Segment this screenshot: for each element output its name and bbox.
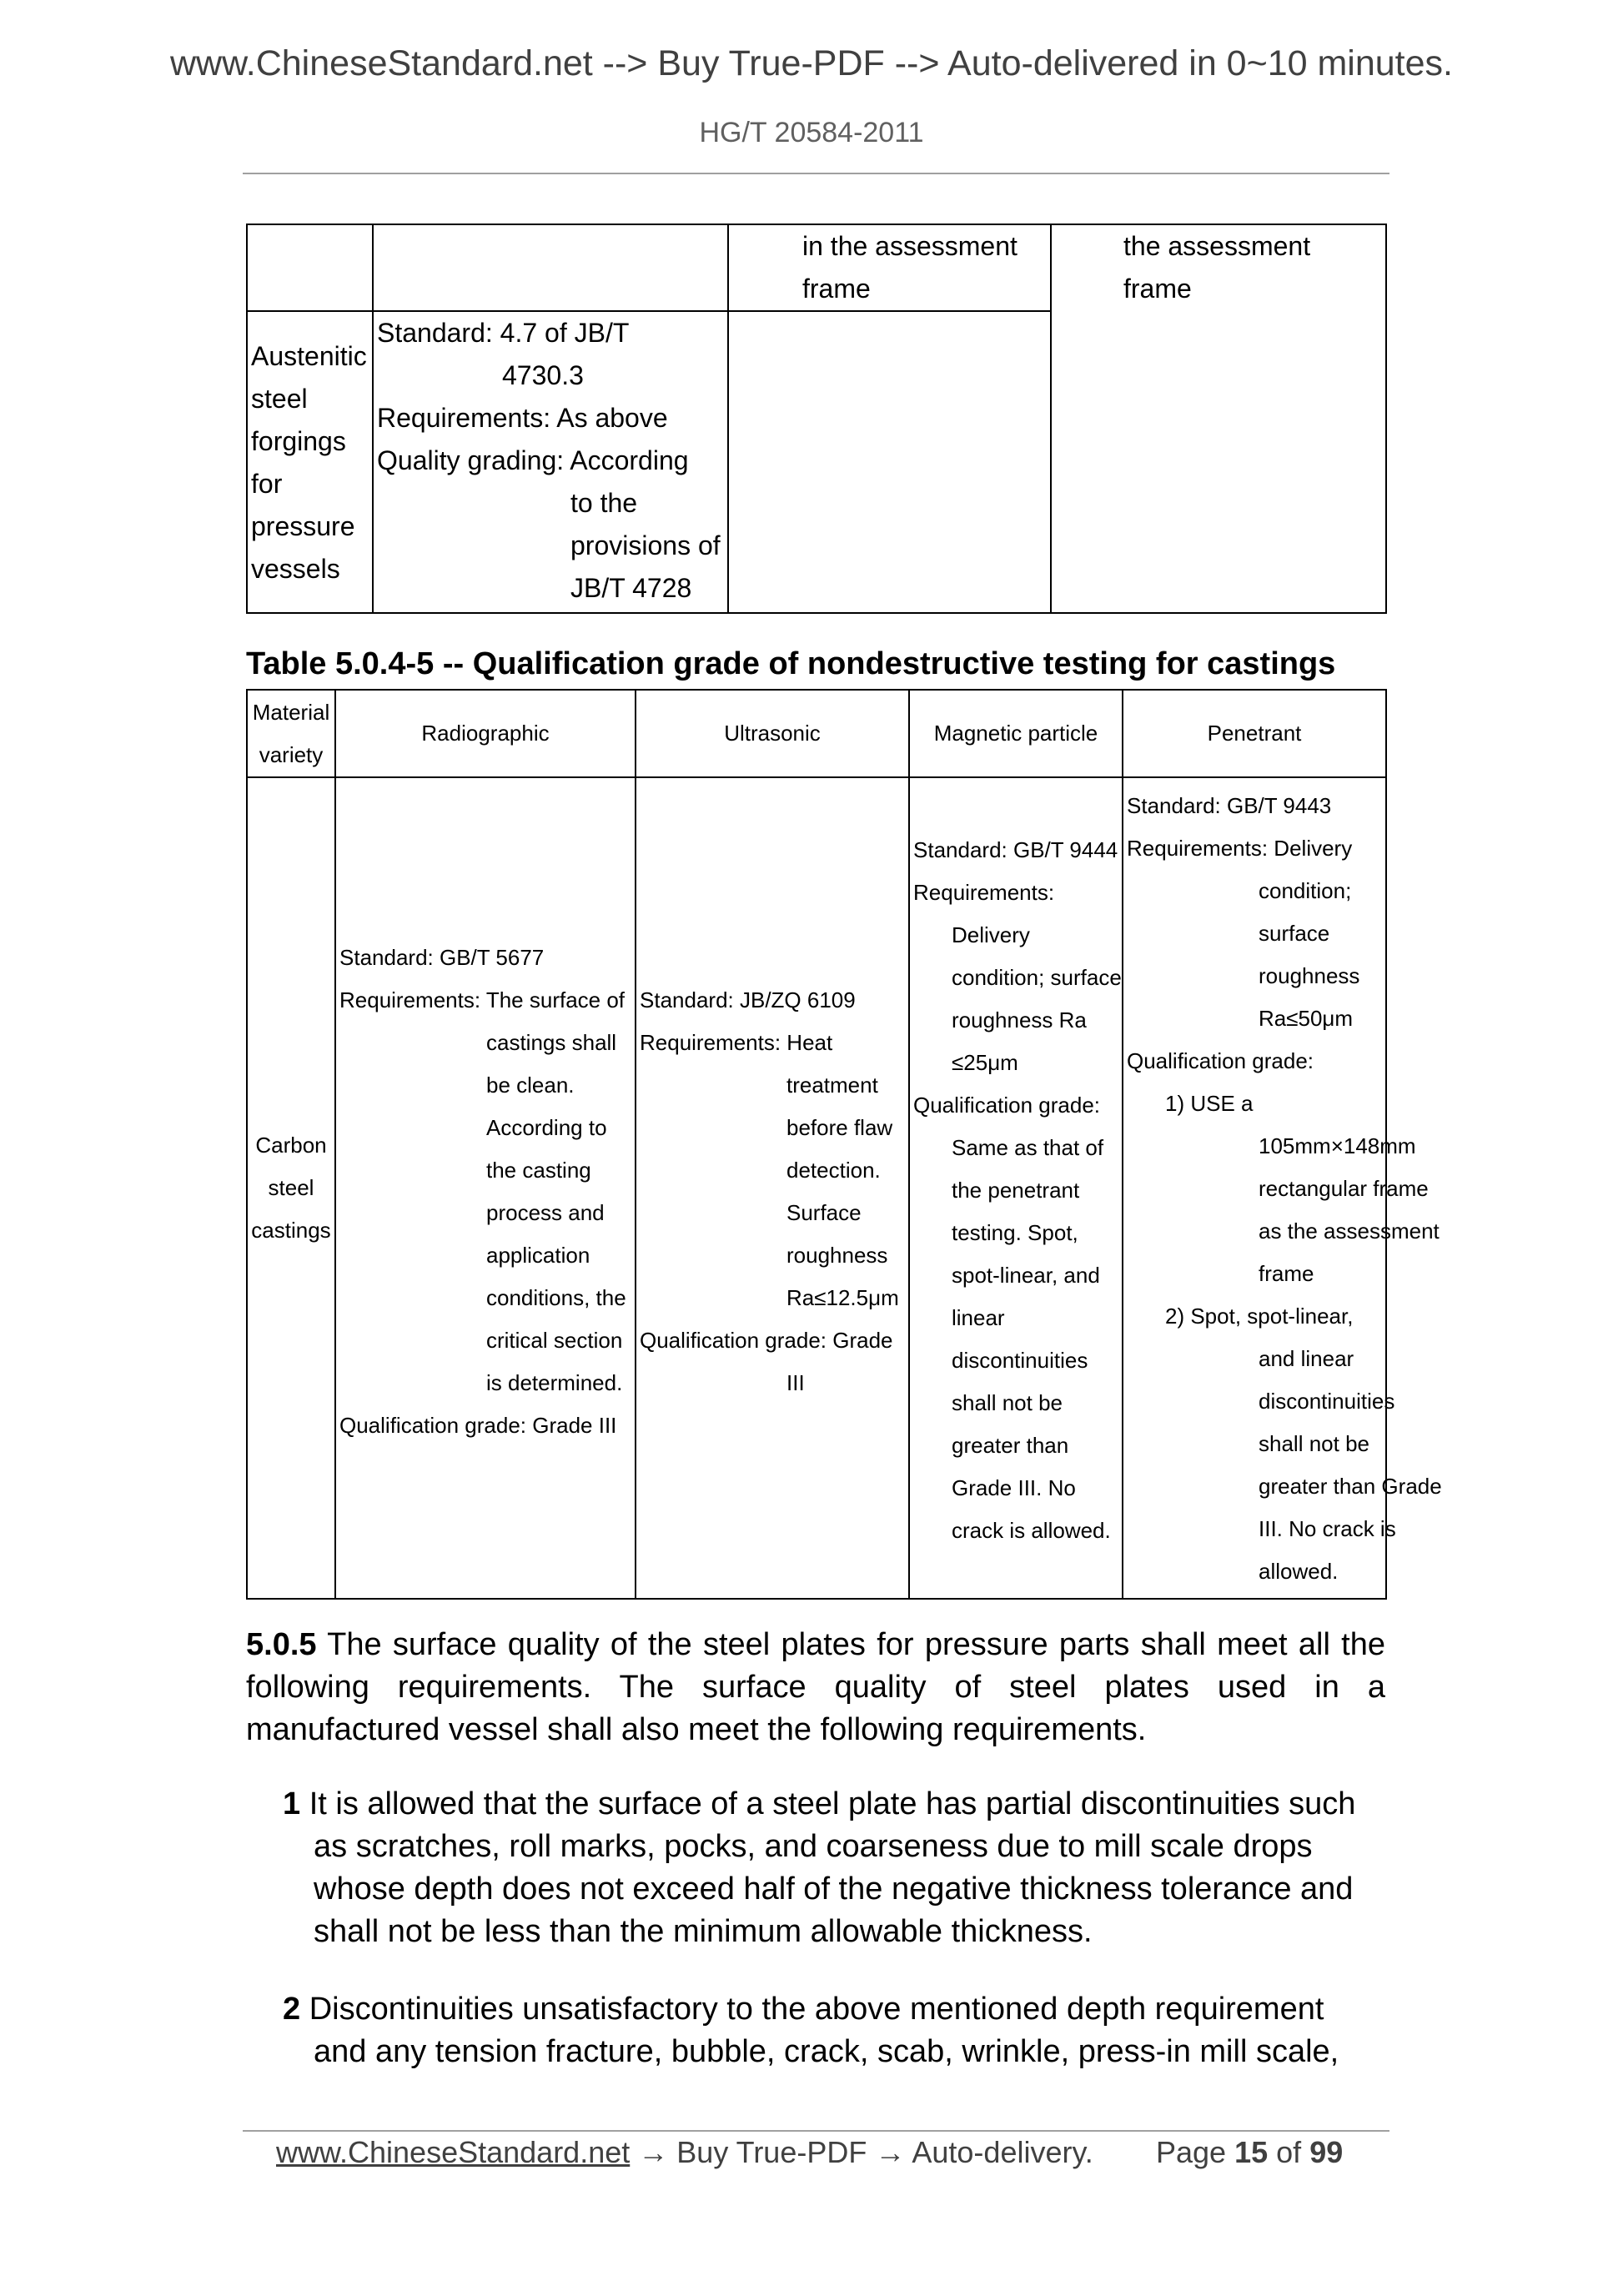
standard-line: 4730.3 (502, 360, 584, 390)
cell-line: Requirements: Delivery (1127, 836, 1353, 861)
cell-line: 105mm×148mm (1259, 1133, 1416, 1158)
cell-line: discontinuities (952, 1348, 1088, 1373)
cell-line: Ra≤50μm (1259, 1006, 1354, 1031)
cell-line: linear (952, 1305, 1005, 1330)
cell-line: testing. Spot, (952, 1220, 1078, 1245)
header-material-line: Material (252, 699, 330, 725)
cell-line: the casting (486, 1157, 591, 1183)
header-site-line: www.ChineseStandard.net --> Buy True-PDF --> Auto-delivered in 0~10 minutes. (169, 43, 1453, 83)
carbon-steel-castings-cell (247, 777, 335, 1599)
cell-line: process and (486, 1199, 605, 1225)
cont-cell-col4 (1051, 224, 1386, 613)
item-number: 2 (283, 1992, 301, 2027)
cont-cell-empty-2 (373, 224, 728, 311)
footer-arrow-icon: → (875, 2135, 906, 2169)
standard-line: Standard: 4.7 of JB/T (377, 318, 630, 348)
page-current: 15 (1234, 2135, 1269, 2169)
cell-line: Standard: GB/T 5677 (339, 944, 545, 970)
cell-line: Surface (786, 1199, 862, 1225)
standard-line: to the (570, 488, 638, 518)
cont-col3-line: frame (802, 274, 871, 304)
cell-line: condition; (1259, 878, 1352, 903)
cell-line: greater than Grade (1259, 1474, 1442, 1499)
cell-line: roughness (1259, 963, 1360, 988)
material-line: steel (251, 384, 308, 414)
item-line-text: It is allowed that the surface of a steel plate has partial discontinuities such (309, 1786, 1356, 1821)
cont-col4-line: frame (1123, 274, 1192, 304)
item-line: whose depth does not exceed half of the negative thickness tolerance and (314, 1871, 1354, 1907)
cell-line: castings shall (486, 1029, 617, 1055)
cont-cell-col3 (728, 224, 1051, 311)
material-line: for (251, 469, 283, 499)
cell-line: crack is allowed. (952, 1518, 1111, 1543)
penetrant-cell (1123, 777, 1442, 1599)
austenitic-material-cell (247, 311, 373, 613)
cell-line: Qualification grade: Grade III (339, 1412, 617, 1438)
cell-line: be clean. (486, 1072, 575, 1098)
section-number: 5.0.5 (246, 1627, 317, 1662)
standard-line: Quality grading: According (377, 445, 689, 475)
item-line (283, 1988, 1385, 2031)
castings-table (246, 689, 1442, 1600)
cont-cell-empty-3 (728, 311, 1051, 613)
footer-divider (243, 2130, 1389, 2132)
header-penetrant: Penetrant (1123, 690, 1386, 777)
cont-col4-line: the assessment (1123, 231, 1311, 261)
cell-line: before flaw (786, 1114, 893, 1140)
cell-line: Grade III. No (952, 1475, 1076, 1500)
cell-line: frame (1259, 1261, 1314, 1286)
header-divider (243, 173, 1389, 174)
cell-line: III (786, 1369, 805, 1395)
item-number: 1 (283, 1786, 301, 1821)
cell-line: Delivery (952, 922, 1030, 947)
material-line: pressure (251, 511, 355, 541)
cell-line: spot-linear, and (952, 1263, 1100, 1288)
cell-line: Standard: GB/T 9443 (1127, 793, 1332, 818)
item-line: as scratches, roll marks, pocks, and coarseness due to mill scale drops (314, 1829, 1313, 1864)
footer-delivery-text: Auto-delivery. (912, 2135, 1093, 2169)
continuation-table (246, 224, 1387, 614)
material-line: Austenitic (251, 341, 367, 371)
cell-line: III. No crack is (1259, 1516, 1396, 1541)
cell-line: Standard: GB/T 9444 (913, 837, 1118, 862)
cell-line: Same as that of (952, 1135, 1104, 1160)
header-doc-code: HG/T 20584-2011 (699, 117, 924, 148)
cell-line: application (486, 1242, 590, 1268)
cell-line: detection. (786, 1157, 881, 1183)
table-title: Table 5.0.4-5 -- Qualification grade of nondestructive testing for castings (246, 646, 1336, 681)
cell-line: the penetrant (952, 1178, 1080, 1203)
footer-page-number (1156, 2135, 1343, 2170)
header-magnetic-particle: Magnetic particle (909, 690, 1123, 777)
cont-col3-line: in the assessment (802, 231, 1018, 261)
cell-line: treatment (786, 1072, 878, 1098)
material-line: Carbon (255, 1133, 327, 1158)
magnetic-particle-cell (909, 777, 1123, 1599)
item-line-text: Discontinuities unsatisfactory to the above mentioned depth requirement (309, 1992, 1324, 2027)
cell-line: Ra≤12.5μm (786, 1284, 899, 1310)
footer-arrow-icon: → (638, 2135, 669, 2169)
page-of-label: of (1276, 2135, 1302, 2169)
cell-line: and linear (1259, 1346, 1354, 1371)
cell-line: roughness (786, 1242, 888, 1268)
header-ultrasonic: Ultrasonic (636, 690, 909, 777)
cell-line: discontinuities (1259, 1389, 1395, 1414)
cell-line: Requirements: Heat (640, 1029, 833, 1055)
item-line: and any tension fracture, bubble, crack, scab, wrinkle, press-in mill scale, (314, 2034, 1339, 2069)
material-line: castings (251, 1218, 331, 1243)
footer-site-link[interactable]: www.ChineseStandard.net (276, 2135, 631, 2169)
cell-line: conditions, the (486, 1284, 626, 1310)
cell-line: critical section (486, 1327, 623, 1353)
cell-line: Requirements: (913, 880, 1055, 905)
page-total: 99 (1309, 2135, 1344, 2169)
austenitic-standard-cell (373, 311, 728, 613)
cell-line: allowed. (1259, 1559, 1339, 1584)
cell-line: as the assessment (1259, 1218, 1440, 1243)
cell-line: 2) Spot, spot-linear, (1165, 1304, 1354, 1329)
header-radiographic: Radiographic (335, 690, 636, 777)
list-item (283, 1988, 1385, 2073)
item-line: shall not be less than the minimum allowable thickness. (314, 1914, 1093, 1949)
cont-cell-empty-1 (247, 224, 373, 311)
cell-line: rectangular frame (1259, 1176, 1429, 1201)
cell-line: Qualification grade: Grade (640, 1327, 893, 1353)
ultrasonic-cell (636, 777, 909, 1599)
page-label: Page (1156, 2135, 1227, 2169)
header-material-variety (247, 690, 335, 777)
cell-line: roughness Ra (952, 1007, 1087, 1032)
material-line: vessels (251, 554, 340, 584)
item-line (283, 1783, 1385, 1826)
material-line: forgings (251, 426, 346, 456)
section-text: The surface quality of the steel plates for pressure parts shall meet all the following requirements. The surface quality of steel plates used in a manufactured vessel shall also meet the following requirements. (246, 1627, 1385, 1747)
material-line: steel (268, 1175, 314, 1200)
footer-links (276, 2135, 1093, 2170)
cell-line: is determined. (486, 1369, 623, 1395)
cell-line: 1) USE a (1165, 1091, 1254, 1116)
cell-line: condition; surface (952, 965, 1122, 990)
list-item (283, 1783, 1385, 1953)
section-5-0-5 (246, 1624, 1385, 1751)
cell-line: Qualification grade: (1127, 1048, 1314, 1073)
header-material-line: variety (259, 741, 324, 767)
cell-line: shall not be (1259, 1431, 1369, 1456)
cell-line: According to (486, 1114, 607, 1140)
cell-line: ≤25μm (952, 1050, 1018, 1075)
cell-line: Qualification grade: (913, 1093, 1101, 1118)
cell-line: surface (1259, 921, 1330, 946)
cell-line: greater than (952, 1433, 1069, 1458)
standard-line: Requirements: As above (377, 403, 668, 433)
radiographic-cell (335, 777, 636, 1599)
standard-line: JB/T 4728 (570, 573, 692, 603)
standard-line: provisions of (570, 530, 721, 560)
cell-line: Requirements: The surface of (339, 987, 626, 1012)
cell-line: shall not be (952, 1390, 1063, 1415)
cell-line: Standard: JB/ZQ 6109 (640, 987, 856, 1012)
footer-buy-text: Buy True-PDF (676, 2135, 867, 2169)
